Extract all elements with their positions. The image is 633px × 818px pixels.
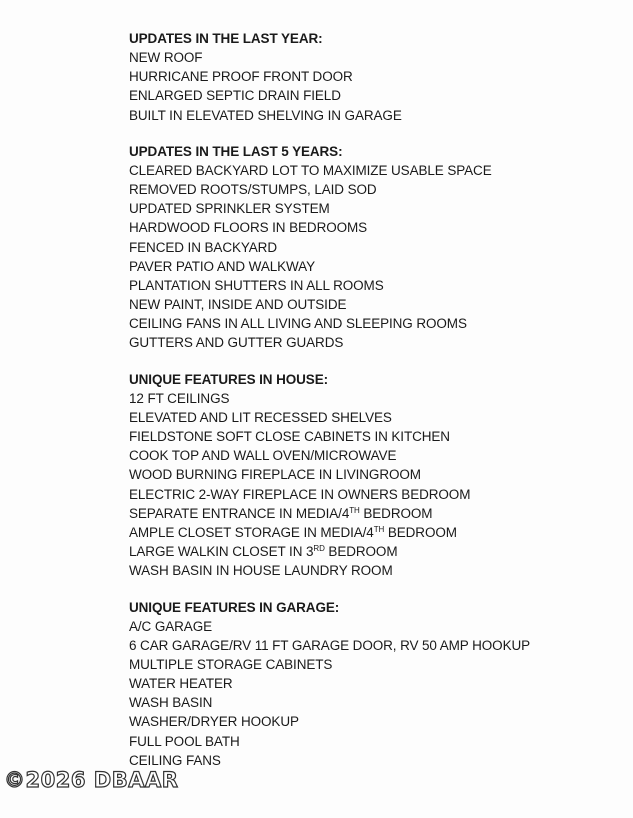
list-item: UPDATED SPRINKLER SYSTEM — [129, 201, 330, 217]
feature-section — [129, 370, 609, 581]
list-item: FENCED IN BACKYARD — [129, 239, 277, 255]
section-heading: UPDATES IN THE LAST 5 YEARS: — [129, 143, 343, 159]
feature-section — [129, 598, 609, 771]
list-item: REMOVED ROOTS/STUMPS, LAID SOD — [129, 181, 377, 197]
list-item: WASHER/DRYER HOOKUP — [129, 714, 299, 730]
section-heading: UNIQUE FEATURES IN HOUSE: — [129, 371, 329, 387]
list-item: CEILING FANS IN ALL LIVING AND SLEEPING ROOMS — [129, 316, 467, 332]
item-text: AMPLE CLOSET STORAGE IN MEDIA/4 — [129, 524, 374, 540]
feature-section — [129, 142, 609, 353]
ordinal-suffix: RD — [313, 544, 325, 554]
list-item: WASH BASIN IN HOUSE LAUNDRY ROOM — [129, 563, 393, 579]
item-text: BEDROOM — [324, 544, 398, 560]
list-item: PAVER PATIO AND WALKWAY — [129, 258, 315, 274]
document-content — [129, 29, 609, 787]
list-item: NEW PAINT, INSIDE AND OUTSIDE — [129, 297, 347, 313]
item-text: BEDROOM — [359, 505, 433, 521]
list-item: ELECTRIC 2-WAY FIREPLACE IN OWNERS BEDROOM — [129, 486, 471, 502]
ordinal-suffix: TH — [349, 505, 360, 515]
list-item: HURRICANE PROOF FRONT DOOR — [129, 69, 353, 85]
list-item — [129, 504, 609, 523]
list-item — [129, 523, 609, 542]
list-item: MULTIPLE STORAGE CABINETS — [129, 656, 333, 672]
list-item: WASH BASIN — [129, 695, 213, 711]
list-item: 12 FT CEILINGS — [129, 390, 230, 406]
list-item: 6 CAR GARAGE/RV 11 FT GARAGE DOOR, RV 50 AMP HOOKUP — [129, 637, 531, 653]
list-item: BUILT IN ELEVATED SHELVING IN GARAGE — [129, 107, 402, 123]
item-text: SEPARATE ENTRANCE IN MEDIA/4 — [129, 505, 350, 521]
list-item: GUTTERS AND GUTTER GUARDS — [129, 335, 344, 351]
list-item: ENLARGED SEPTIC DRAIN FIELD — [129, 88, 341, 104]
list-item: A/C GARAGE — [129, 618, 213, 634]
feature-section — [129, 29, 609, 125]
copyright-watermark: ©2026 DBAAR — [4, 768, 179, 792]
list-item — [129, 542, 609, 561]
section-heading: UPDATES IN THE LAST YEAR: — [129, 31, 323, 46]
list-item: FIELDSTONE SOFT CLOSE CABINETS IN KITCHEN — [129, 429, 450, 444]
list-item: WATER HEATER — [129, 676, 233, 692]
list-item: HARDWOOD FLOORS IN BEDROOMS — [129, 220, 368, 236]
list-item: CLEARED BACKYARD LOT TO MAXIMIZE USABLE SPACE — [129, 162, 492, 178]
section-heading: UNIQUE FEATURES IN GARAGE: — [129, 599, 340, 615]
item-text: BEDROOM — [384, 524, 457, 540]
item-text: LARGE WALKIN CLOSET IN 3 — [129, 544, 314, 560]
list-item: NEW ROOF — [129, 50, 203, 65]
list-item: WOOD BURNING FIREPLACE IN LIVINGROOM — [129, 467, 421, 483]
list-item: PLANTATION SHUTTERS IN ALL ROOMS — [129, 277, 384, 293]
list-item: CEILING FANS — [129, 752, 221, 768]
ordinal-suffix: TH — [373, 524, 385, 534]
list-item: FULL POOL BATH — [129, 733, 240, 749]
list-item: ELEVATED AND LIT RECESSED SHELVES — [129, 409, 392, 425]
list-item: COOK TOP AND WALL OVEN/MICROWAVE — [129, 448, 397, 464]
